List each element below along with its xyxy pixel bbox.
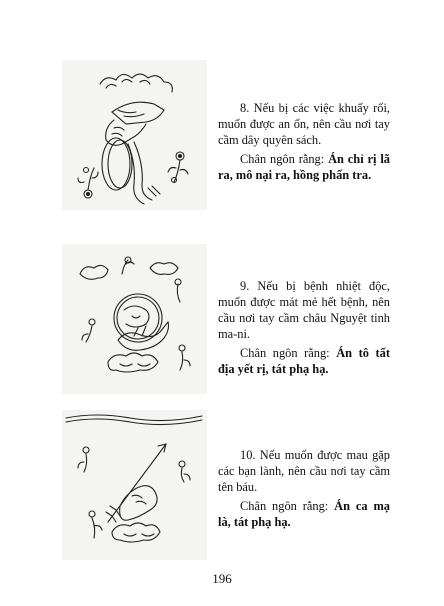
mantra-text: Án chỉ rị lã ra, mô nại ra, hồng phấn tra. [218,152,390,182]
mantra-intro: Chân ngôn rằng: [240,499,329,513]
entry-8 [218,100,390,183]
entry-mantra [218,345,390,377]
mantra-text: Án tô tất địa yết rị, tát phạ hạ. [218,346,391,376]
page-number: 196 [212,571,232,586]
entry-description: 9. Nếu bị bệnh nhiệt độc, muốn được mát mẻ hết bệnh, nên cầu nơi tay cầm châu Nguyệt tinh ma-ni. [218,279,390,341]
mantra-text: Án ca mạ là, tát phạ hạ. [218,499,391,529]
entry-mantra [218,151,390,183]
mantra-intro: Chân ngôn rằng: [240,152,325,166]
entry-9 [218,278,390,377]
hand-holding-arrow-image [62,410,207,560]
entry-description: 8. Nếu bị các việc khuấy rối, muốn được an ổn, nên cầu nơi tay cầm dây quyên sách. [218,101,390,147]
mantra-intro: Chân ngôn rằng: [240,346,330,360]
entry-mantra [218,498,390,530]
entry-10 [218,447,390,530]
entry-description: 10. Nếu muốn được mau gặp các bạn lành, nên cầu nơi tay cầm tên báu. [218,448,390,494]
hand-holding-moon-jewel-image [62,244,207,394]
hand-holding-rope-image [62,60,207,210]
